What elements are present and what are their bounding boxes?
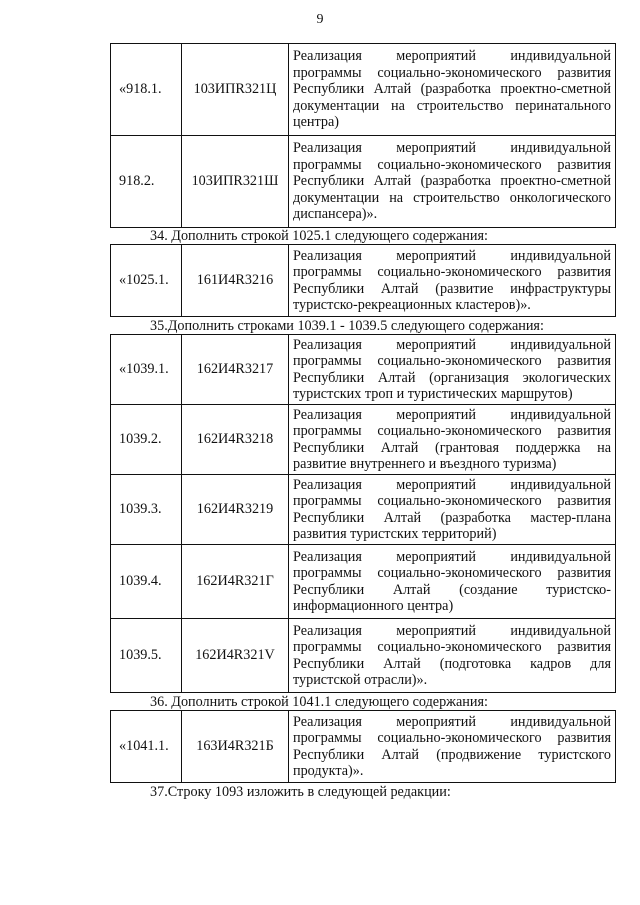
row-description: Реализация мероприятий индивидуальной программы социально-экономического развития Республики Алтай (организация экологических туристских троп и туристических маршрутов) <box>289 335 616 405</box>
row-description: Реализация мероприятий индивидуальной программы социально-экономического развития Республики Алтай (продвижение туристского продукта)». <box>289 711 616 783</box>
budget-code: 103ИПR321Ц <box>182 44 289 136</box>
row-number: 1039.4. <box>111 545 182 619</box>
instruction-34: 34. Дополнить строкой 1025.1 следующего содержания: <box>150 228 488 244</box>
row-description: Реализация мероприятий индивидуальной программы социально-экономического развития Республики Алтай (разработка проектно-сметной документации на строительство перинатального центра) <box>289 44 616 136</box>
table-row <box>111 619 616 693</box>
row-number: 918.2. <box>111 136 182 228</box>
row-description: Реализация мероприятий индивидуальной программы социально-экономического развития Республики Алтай (разработка мастер-плана развития туристских территорий) <box>289 475 616 545</box>
row-number: 1039.3. <box>111 475 182 545</box>
row-number: «1041.1. <box>111 711 182 783</box>
table-row <box>111 335 616 405</box>
row-number: 1039.2. <box>111 405 182 475</box>
table-row <box>111 545 616 619</box>
row-number: «1039.1. <box>111 335 182 405</box>
table-row <box>111 475 616 545</box>
budget-code: 162И4R321Г <box>182 545 289 619</box>
instruction-36: 36. Дополнить строкой 1041.1 следующего содержания: <box>150 694 488 710</box>
row-description: Реализация мероприятий индивидуальной программы социально-экономического развития Республики Алтай (развитие инфраструктуры туристско-рекреационных кластеров)». <box>289 245 616 317</box>
row-description: Реализация мероприятий индивидуальной программы социально-экономического развития Республики Алтай (подготовка кадров для туристской отрасли)». <box>289 619 616 693</box>
row-description: Реализация мероприятий индивидуальной программы социально-экономического развития Республики Алтай (разработка проектно-сметной документации на строительство онкологического диспансера)». <box>289 136 616 228</box>
row-description: Реализация мероприятий индивидуальной программы социально-экономического развития Республики Алтай (грантовая поддержка на развитие внутреннего и въездного туризма) <box>289 405 616 475</box>
table-row <box>111 405 616 475</box>
budget-code: 162И4R3217 <box>182 335 289 405</box>
budget-code: 162И4R321V <box>182 619 289 693</box>
budget-code: 162И4R3218 <box>182 405 289 475</box>
instruction-35: 35.Дополнить строками 1039.1 - 1039.5 следующего содержания: <box>150 318 544 334</box>
budget-code: 162И4R3219 <box>182 475 289 545</box>
instruction-37: 37.Строку 1093 изложить в следующей редакции: <box>150 784 451 800</box>
table-1041 <box>110 710 616 783</box>
row-description: Реализация мероприятий индивидуальной программы социально-экономического развития Республики Алтай (создание туристско-информационного центра) <box>289 545 616 619</box>
table-row <box>111 44 616 136</box>
row-number: 1039.5. <box>111 619 182 693</box>
budget-code: 161И4R3216 <box>182 245 289 317</box>
table-1039 <box>110 334 616 693</box>
row-number: «1025.1. <box>111 245 182 317</box>
page-number: 9 <box>316 12 324 27</box>
table-row <box>111 136 616 228</box>
budget-code: 163И4R321Б <box>182 711 289 783</box>
table-918 <box>110 43 616 228</box>
table-1025 <box>110 244 616 317</box>
table-row <box>111 245 616 317</box>
table-row <box>111 711 616 783</box>
row-number: «918.1. <box>111 44 182 136</box>
budget-code: 103ИПR321Ш <box>182 136 289 228</box>
